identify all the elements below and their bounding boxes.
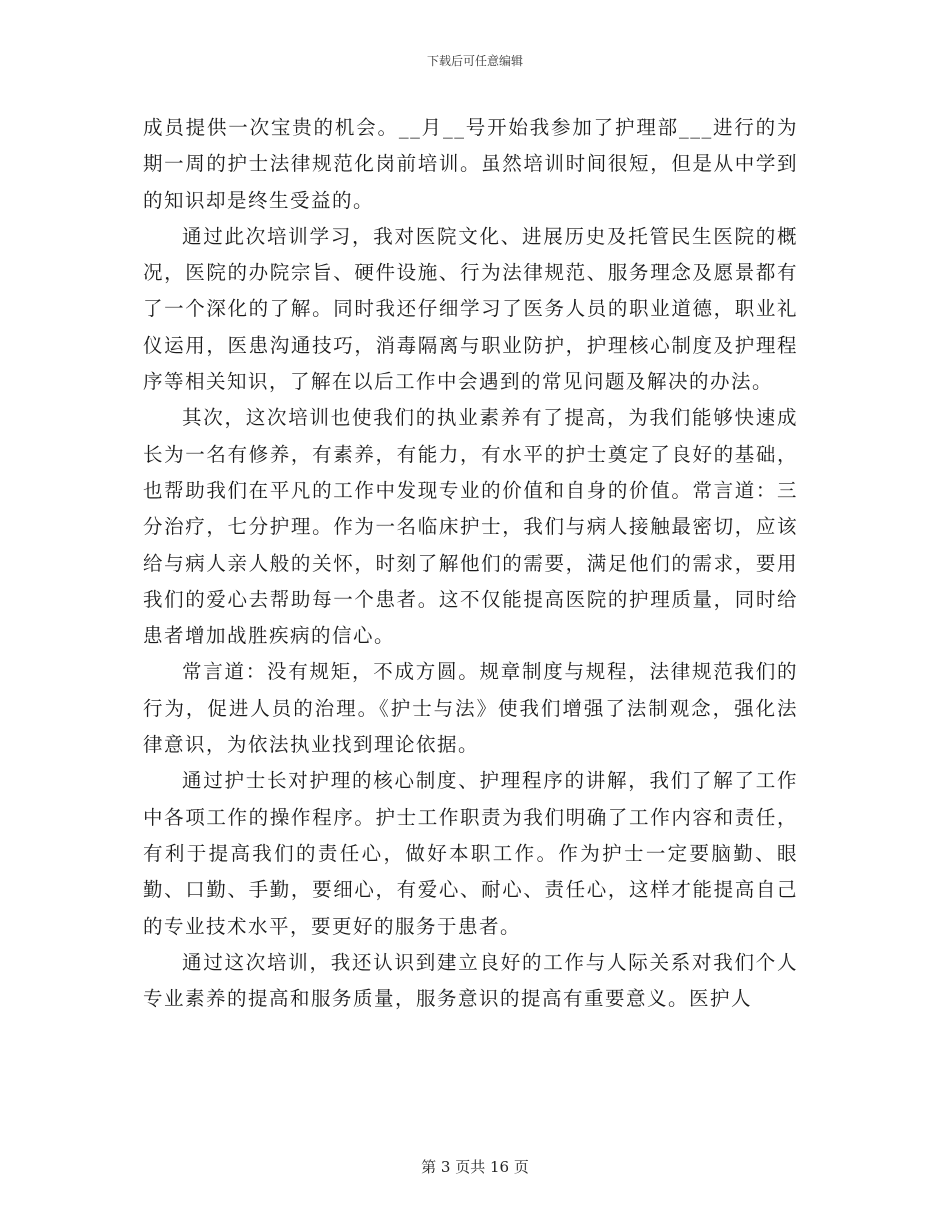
page-number: 第 3 页共 16 页 xyxy=(421,1158,529,1176)
paragraph-continuation: 成员提供一次宝贵的机会。__月__号开始我参加了护理部___进行的为期一周的护士法律规范化岗前培训。虽然培训时间很短，但是从中学到的知识却是终生受益的。 xyxy=(143,116,798,212)
document-body xyxy=(143,110,798,1017)
paragraph-core-system: 通过护士长对护理的核心制度、护理程序的讲解，我们了解了工作中各项工作的操作程序。护士工作职责为我们明确了工作内容和责任，有利于提高我们的责任心，做好本职工作。作为护士一定要脑勤、眼勤、口勤、手勤，要细心，有爱心、耐心、责任心，这样才能提高自己的专业技术水平，要更好的服务于患者。 xyxy=(143,769,798,938)
page-header-note: 下载后可任意编辑 xyxy=(426,54,523,68)
paragraph-professional-quality: 其次，这次培训也使我们的执业素养有了提高，为我们能够快速成长为一名有修养，有素养，有能力，有水平的护士奠定了良好的基础，也帮助我们在平凡的工作中发现专业的价值和自身的价值。常言道：三分治疗，七分护理。作为一名临床护士，我们与病人接触最密切，应该给与病人亲人般的关怀，时刻了解他们的需要，满足他们的需求，要用我们的爱心去帮助每一个患者。这不仅能提高医院的护理质量，同时给患者增加战胜疾病的信心。 xyxy=(143,406,798,648)
paragraph-rules-and-law: 常言道：没有规矩，不成方圆。规章制度与规程，法律规范我们的行为，促进人员的治理。《护士与法》使我们增强了法制观念，强化法律意识，为依法执业找到理论依据。 xyxy=(143,660,798,757)
paragraph-relationships: 通过这次培训，我还认识到建立良好的工作与人际关系对我们个人专业素养的提高和服务质量，服务意识的提高有重要意义。医护人 xyxy=(143,950,798,1011)
paragraph-training-content: 通过此次培训学习，我对医院文化、进展历史及托管民生医院的概况，医院的办院宗旨、硬件设施、行为法律规范、服务理念及愿景都有了一个深化的了解。同时我还仔细学习了医务人员的职业道德，职业礼仪运用，医患沟通技巧，消毒隔离与职业防护，护理核心制度及护理程序等相关知识，了解在以后工作中会遇到的常见问题及解决的办法。 xyxy=(143,224,798,394)
